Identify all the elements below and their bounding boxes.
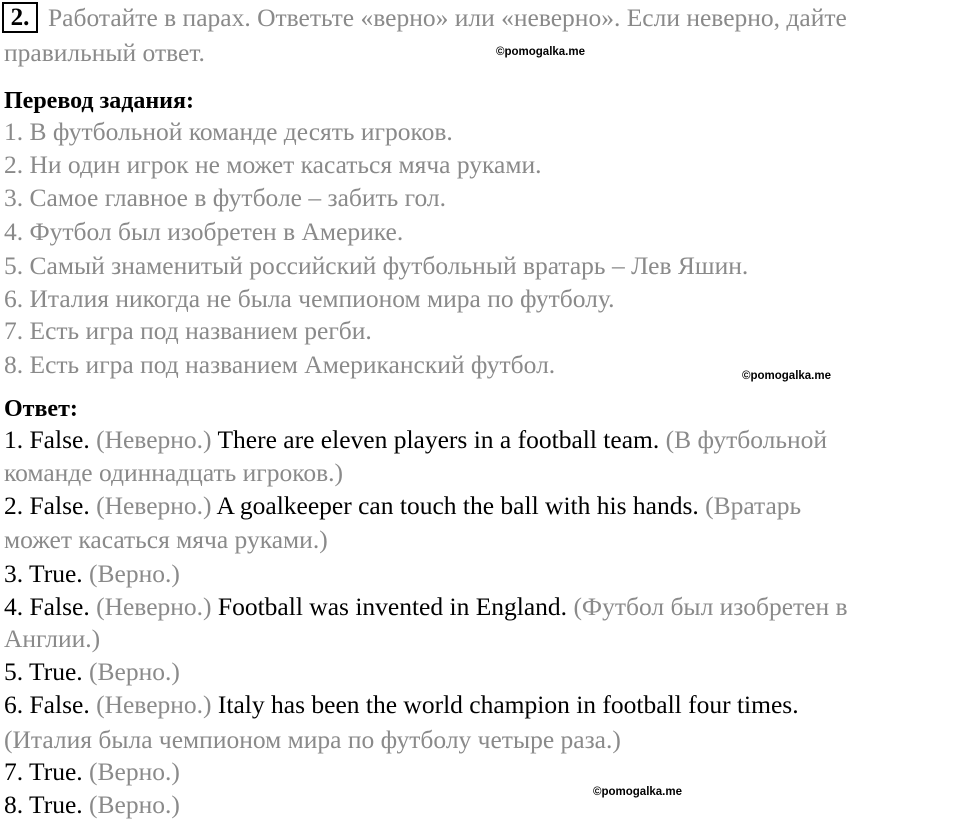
translation-item: 1. В футбольной команде десять игроков. — [4, 117, 453, 146]
answer-item-6-continuation: (Италия была чемпионом мира по футболу четыре раза.) — [4, 725, 621, 754]
answer-correction-en: Italy has been the world champion in football four times. — [217, 690, 799, 719]
answer-correction-en: Football was invented in England. — [217, 592, 568, 621]
answer-verdict-ru: (Неверно.) — [89, 425, 218, 454]
translation-item: 6. Италия никогда не была чемпионом мира по футболу. — [4, 284, 615, 313]
translation-item: 3. Самое главное в футболе – забить гол. — [4, 183, 446, 212]
answer-verdict-ru: (Верно.) — [82, 559, 180, 588]
watermark: ©pomogalka.me — [742, 370, 831, 382]
answer-item-8 — [4, 789, 180, 821]
answer-verdict: 8. True. — [4, 790, 83, 819]
answer-verdict-ru: (Неверно.) — [89, 491, 217, 520]
translation-item: 5. Самый знаменитый российский футбольный вратарь – Лев Яшин. — [4, 251, 749, 280]
answer-verdict-ru: (Верно.) — [82, 757, 180, 786]
answer-correction-ru: (Футбол был изобретен в — [567, 592, 848, 621]
answer-item-1 — [4, 424, 827, 456]
translation-item: 2. Ни один игрок не может касаться мяча руками. — [4, 150, 542, 179]
answer-verdict: 5. True. — [4, 657, 83, 686]
answer-item-6 — [4, 689, 799, 721]
task-number-box: 2. — [2, 2, 38, 33]
answer-item-2 — [4, 490, 801, 522]
answer-verdict-ru: (Неверно.) — [89, 592, 218, 621]
answer-item-3 — [4, 558, 180, 590]
answer-verdict: 7. True. — [4, 757, 83, 786]
answer-verdict: 1. False. — [4, 425, 90, 454]
answer-verdict-ru: (Неверно.) — [89, 690, 218, 719]
watermark: ©pomogalka.me — [593, 786, 682, 798]
answer-verdict-ru: (Верно.) — [82, 657, 180, 686]
translation-item: 8. Есть игра под названием Американский футбол. — [4, 350, 556, 379]
answer-item-7 — [4, 756, 180, 788]
answer-correction-en: There are eleven players in a football team. — [217, 425, 660, 454]
answer-item-4 — [4, 591, 848, 623]
translation-item: 4. Футбол был изобретен в Америке. — [4, 217, 404, 246]
watermark: ©pomogalka.me — [496, 46, 585, 58]
answer-item-4-continuation: Англии.) — [4, 624, 101, 653]
answer-item-1-continuation: команде одиннадцать игроков.) — [4, 458, 343, 487]
answer-item-2-continuation: может касаться мяча руками.) — [4, 525, 328, 554]
answer-heading: Ответ: — [4, 396, 78, 422]
answer-verdict: 4. False. — [4, 592, 90, 621]
task-instruction-line-1: Работайте в парах. Ответьте «верно» или «неверно». Если неверно, дайте — [48, 3, 847, 32]
translation-item: 7. Есть игра под названием регби. — [4, 316, 372, 345]
translation-heading: Перевод задания: — [4, 88, 194, 114]
answer-correction-ru: (Вратарь — [698, 491, 802, 520]
answer-verdict: 6. False. — [4, 690, 90, 719]
answer-correction-en: A goalkeeper can touch the ball with his hands. — [216, 491, 699, 520]
answer-verdict: 3. True. — [4, 559, 83, 588]
answer-item-5 — [4, 656, 180, 688]
answer-verdict: 2. False. — [4, 491, 90, 520]
answer-correction-ru: (В футбольной — [659, 425, 828, 454]
answer-verdict-ru: (Верно.) — [82, 790, 180, 819]
task-instruction-line-2: правильный ответ. — [4, 38, 205, 67]
